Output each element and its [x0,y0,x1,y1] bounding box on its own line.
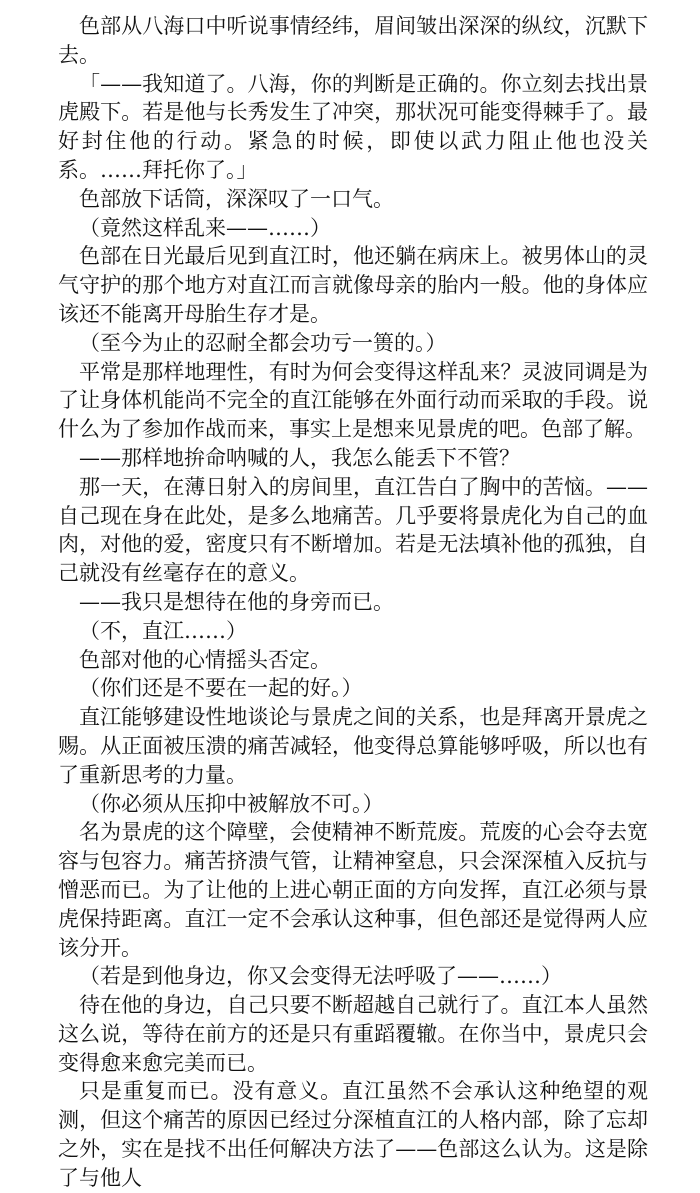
paragraph: 平常是那样地理性，有时为何会变得这样乱来？灵波同调是为了让身体机能尚不完全的直江能够在外面行动而采取的手段。说什么为了参加作战而来，事实上是想来见景虎的吧。色部了解。 [58,359,648,442]
paragraph: 色部放下话筒，深深叹了一口气。 [79,186,394,211]
paragraph: ——我只是想待在他的身旁而已。 [79,589,394,614]
paragraph: 色部对他的心情摇头否定。 [79,647,331,672]
paragraph: 直江能够建设性地谈论与景虎之间的关系，也是拜离开景虎之赐。从正面被压溃的痛苦减轻，他变得总算能够呼吸，所以也有了重新思考的力量。 [58,705,648,787]
paragraph: 那一天，在薄日射入的房间里，直江告白了胸中的苦恼。——自己现在身在此处，是多么地痛苦。几乎要将景虎化为自己的血肉，对他的爱，密度只有不断增加。若是无法填补他的孤独，自己就没有丝毫存在的意义。 [58,474,648,586]
paragraph: 名为景虎的这个障壁，会使精神不断荒废。荒废的心会夺去宽容与包容力。痛苦挤溃气管，让精神窒息，只会深深植入反抗与憎恶而已。为了让他的上进心朝正面的方向发挥，直江必须与景虎保持距离。直江一定不会承认这种事，但色部还是觉得两人应该分开。 [58,820,648,960]
paragraph: （不，直江……） [79,618,247,643]
text-page [58,12,648,1193]
paragraph: 只是重复而已。没有意义。直江虽然不会承认这种绝望的观测，但这个痛苦的原因已经过分深植直江的人格内部，除了忘却之外，实在是找不出任何解决方法了——色部这么认为。这是除了与他人 [58,1079,648,1190]
paragraph: 「——我知道了。八海，你的判断是正确的。你立刻去找出景虎殿下。若是他与长秀发生了冲突，那状况可能变得棘手了。最好封住他的行动。紧急的时候，即使以武力阻止他也没关系。……拜托你了。」 [58,71,648,182]
paragraph: 待在他的身边，自己只要不断超越自己就行了。直江本人虽然这么说，等待在前方的还是只有重蹈覆辙。在你当中，景虎只会变得愈来愈完美而已。 [58,993,648,1075]
paragraph: ——那样地拚命呐喊的人，我怎么能丢下不管？ [79,445,520,470]
paragraph: （你们还是不要在一起的好。） [79,676,363,701]
paragraph: （你必须从压抑中被解放不可。） [79,791,384,816]
paragraph: 色部在日光最后见到直江时，他还躺在病床上。被男体山的灵气守护的那个地方对直江而言就像母亲的胎内一般。他的身体应该还不能离开母胎生存才是。 [58,244,648,326]
paragraph: （至今为止的忍耐全都会功亏一篑的。） [79,330,447,355]
paragraph: （竟然这样乱来——……） [79,215,331,240]
paragraph: （若是到他身边，你又会变得无法呼吸了——……） [79,964,562,989]
paragraph: 色部从八海口中听说事情经纬，眉间皱出深深的纵纹，沉默下去。 [58,14,648,67]
